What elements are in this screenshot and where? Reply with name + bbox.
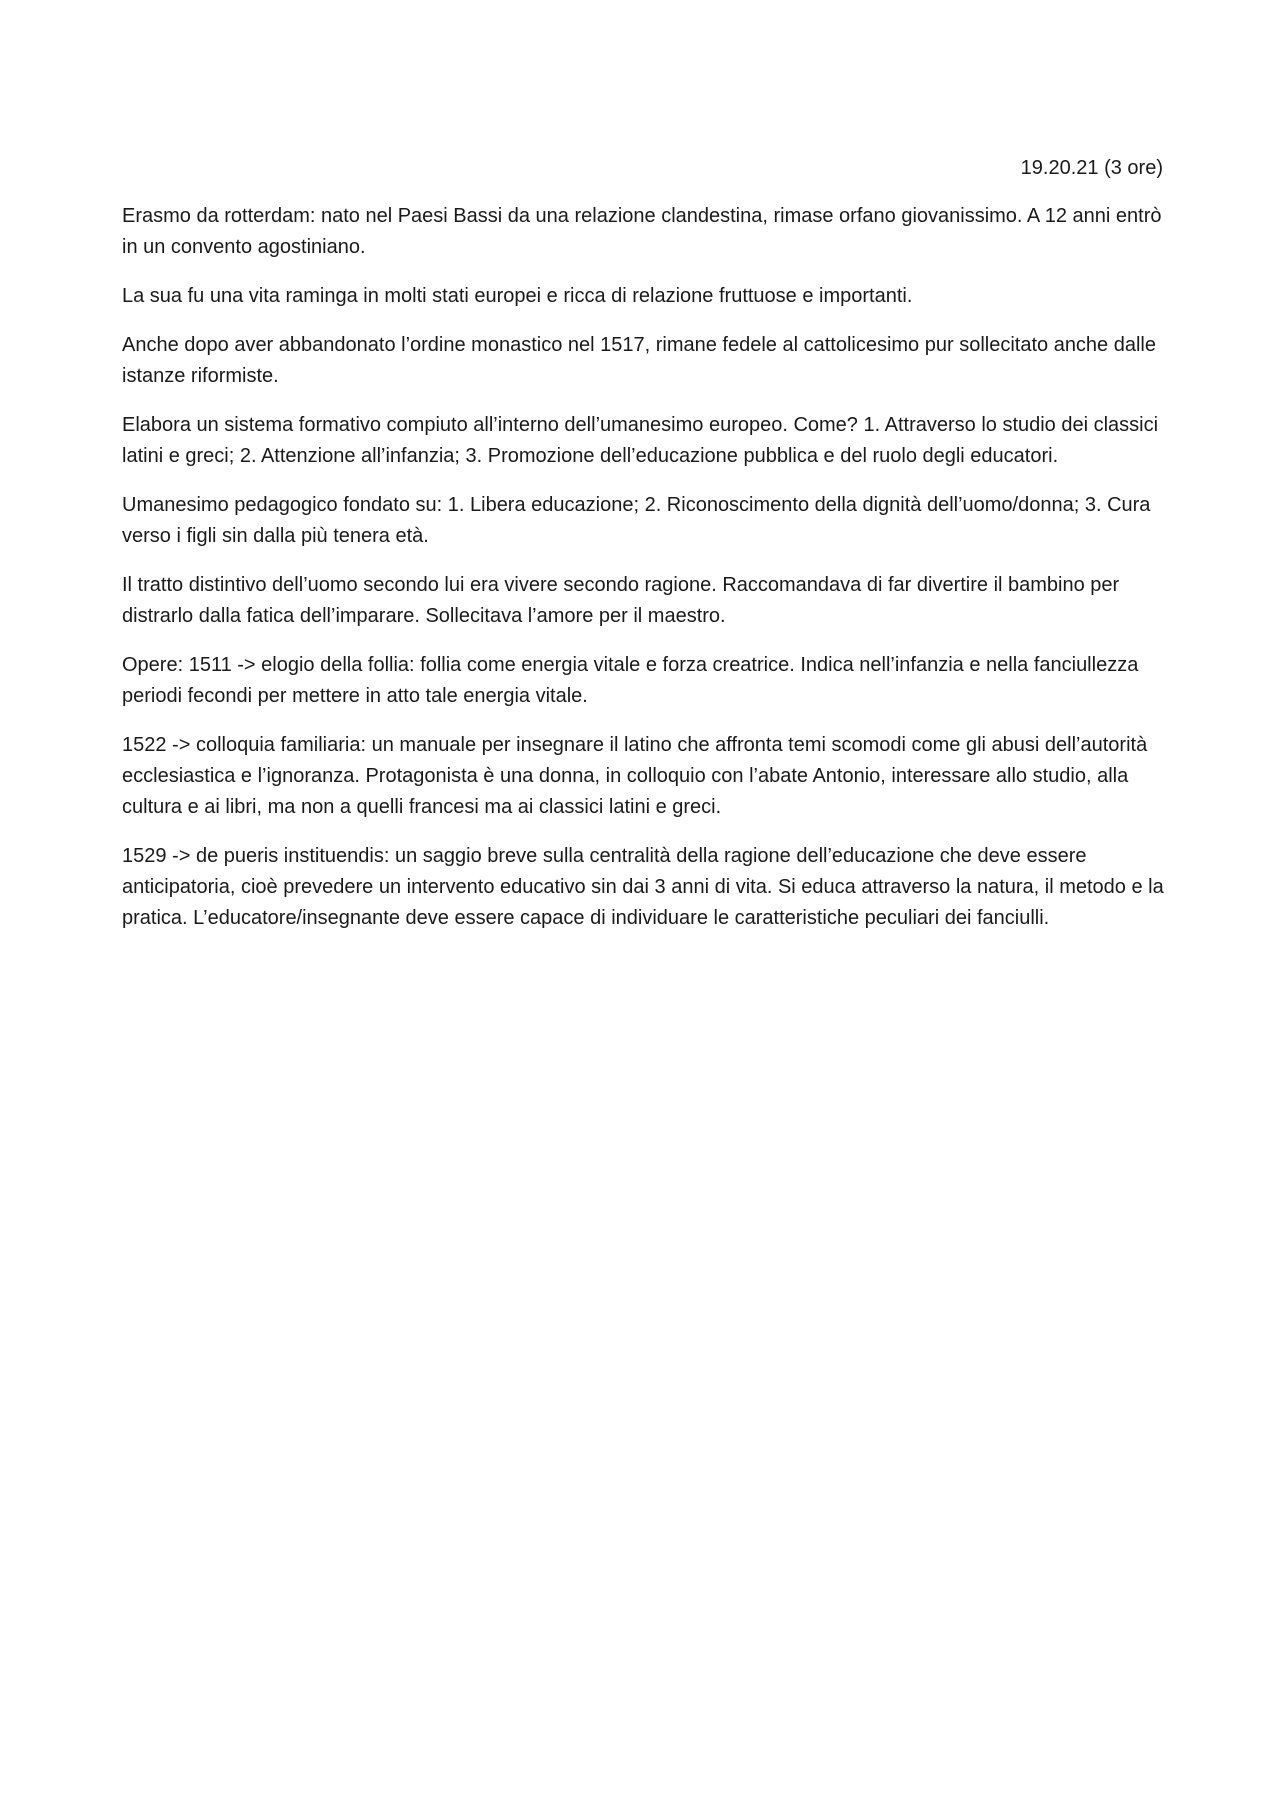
date-heading: 19.20.21 (3 ore) [1020,157,1163,179]
paragraph-work-1529: 1529 -> de pueris instituendis: un saggio breve sulla centralità della ragione dell’educazione che deve essere anticipatoria, cioè prevedere un intervento educativo sin dai 3 anni di vita. Si educa attraverso la natura, il metodo e la pratica. L’educatore/insegnante deve essere capace di individuare le caratteristiche peculiari dei fanciulli. [122,845,1164,929]
paragraph-formative-system: Elabora un sistema formativo compiuto all’interno dell’umanesimo europeo. Come? 1. Attraverso lo studio dei classici latini e greci; 2. Attenzione all’infanzia; 3. Promozione dell’educazione pubblica e del ruolo degli educatori. [122,414,1159,467]
paragraph-biography: Erasmo da rotterdam: nato nel Paesi Bassi da una relazione clandestina, rimase orfano giovanissimo. A 12 anni entrò in un convento agostiniano. [122,205,1162,258]
paragraph-work-1511: Opere: 1511 -> elogio della follia: follia come energia vitale e forza creatrice. Indica nell’infanzia e nella fanciullezza periodi fecondi per mettere in atto tale energia vitale. [122,654,1139,707]
paragraph-travels: La sua fu una vita raminga in molti stati europei e ricca di relazione fruttuose e importanti. [122,285,913,307]
paragraph-reason: Il tratto distintivo dell’uomo secondo lui era vivere secondo ragione. Raccomandava di far divertire il bambino per distrarlo dalla fatica dell’imparare. Sollecitava l’amore per il maestro. [122,574,1120,627]
paragraph-pedagogic-humanism: Umanesimo pedagogico fondato su: 1. Libera educazione; 2. Riconoscimento della dignità dell’uomo/donna; 3. Cura verso i figli sin dalla più tenera età. [122,494,1151,547]
paragraph-work-1522: 1522 -> colloquia familiaria: un manuale per insegnare il latino che affronta temi scomodi come gli abusi dell’autorità ecclesiastica e l’ignoranza. Protagonista è una donna, in colloquio con l’abate Antonio, interessare allo studio, alla cultura e ai libri, ma non a quelli francesi ma ai classici latini e greci. [122,734,1148,818]
document-body [122,201,1172,952]
paragraph-faith: Anche dopo aver abbandonato l’ordine monastico nel 1517, rimane fedele al cattolicesimo pur sollecitato anche dalle istanze riformiste. [122,334,1156,387]
